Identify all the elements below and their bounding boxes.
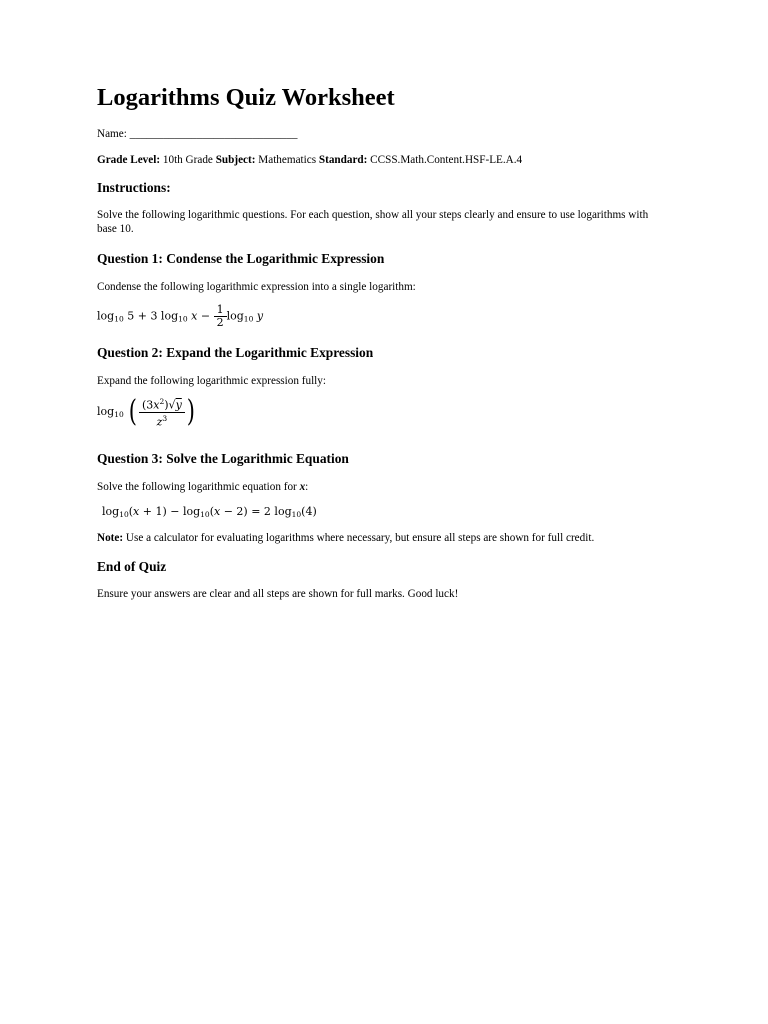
q2-heading: Question 2: Expand the Logarithmic Expression	[97, 345, 374, 360]
q3-text-before: Solve the following logarithmic equation for	[97, 481, 297, 493]
q3-text-after: :	[305, 481, 309, 493]
subject-value: Mathematics	[258, 154, 317, 166]
instructions-heading: Instructions:	[97, 180, 171, 195]
instructions-text: Solve the following logarithmic questions. For each question, show all your steps clearly and ensure to use logarithms with base 10.	[97, 209, 649, 235]
q2-expression: $\log_{10}$ ( $\frac{(3x^2)√y}{z^3}$ )	[97, 394, 195, 430]
standard-label: Standard:	[318, 154, 368, 166]
grade-value: 10th Grade	[162, 154, 213, 166]
standard-value: CCSS.Math.Content.HSF-LE.A.4	[370, 154, 523, 166]
note-label: Note:	[97, 532, 124, 544]
name-line	[97, 128, 297, 140]
end-heading: End of Quiz	[97, 559, 167, 574]
subject-label: Subject:	[215, 154, 256, 166]
q3-equation: $\log_{10}(x + 1) - \log_{10}(x - 2) = 2$ $\log_{10}(4)$	[102, 505, 317, 519]
q1-heading: Question 1: Condense the Logarithmic Expression	[97, 251, 385, 266]
page-title: Logarithms Quiz Worksheet	[97, 84, 395, 111]
note-text: Use a calculator for evaluating logarithms where necessary, but ensure all steps are shown for full credit.	[125, 532, 595, 544]
q1-expression: $\log_{10} 5 + 3$ $\log_{10} x$ − $\frac{1}{2}$ $\log_{10} y$	[97, 303, 264, 329]
name-blank: ______________________________	[129, 128, 298, 140]
q3-variable: x	[299, 481, 306, 493]
note-line	[97, 532, 594, 544]
name-label: Name:	[97, 128, 127, 140]
q3-heading: Question 3: Solve the Logarithmic Equation	[97, 451, 349, 466]
grade-label: Grade Level:	[97, 154, 161, 166]
q2-text: Expand the following logarithmic expression fully:	[97, 375, 326, 387]
end-text: Ensure your answers are clear and all steps are shown for full marks. Good luck!	[97, 588, 459, 600]
q3-text	[97, 481, 308, 493]
meta-line	[97, 154, 522, 166]
q1-text: Condense the following logarithmic expression into a single logarithm:	[97, 281, 416, 293]
